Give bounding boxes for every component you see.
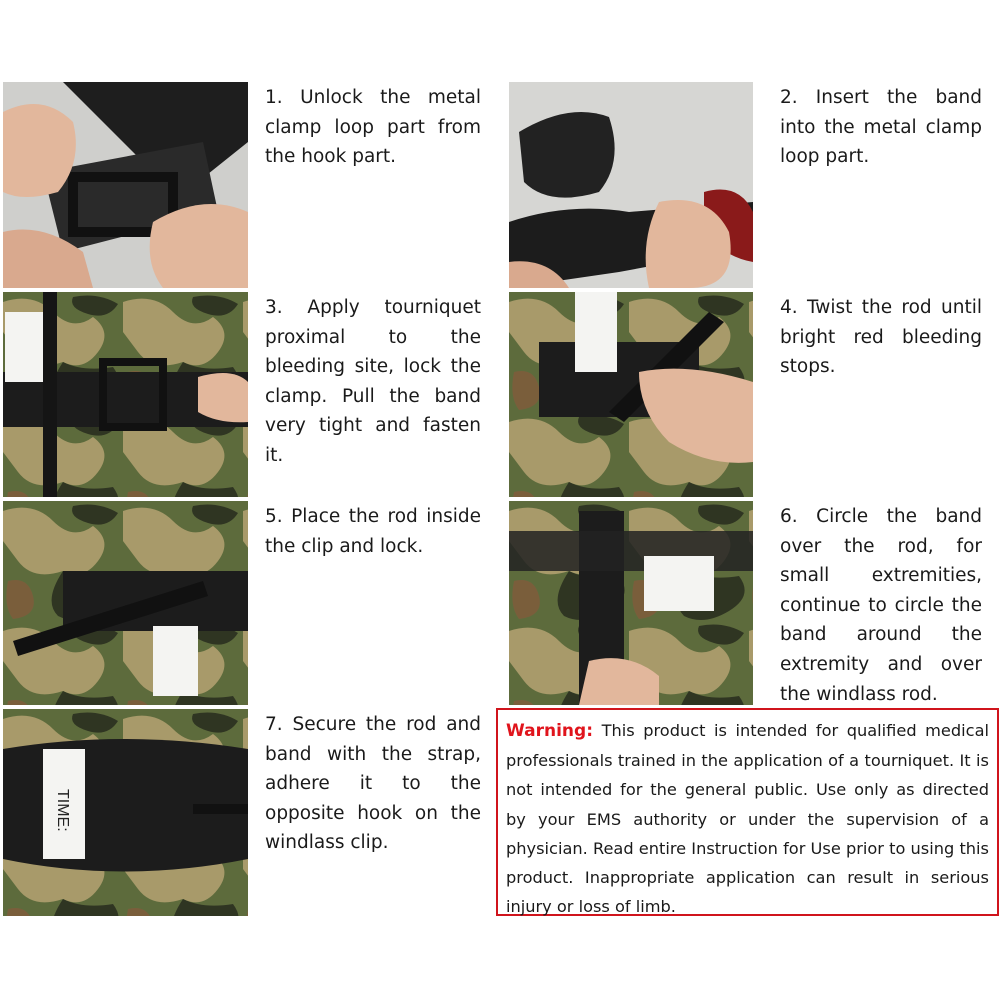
step4-text: 4. Twist the rod until bright red bleeding stops. [780, 297, 982, 378]
step1-text: 1. Unlock the metal clamp loop part from the hook part. [265, 87, 481, 168]
step7-text: 7. Secure the rod and band with the strap, adhere it to the opposite hook on the windlass clip. [265, 714, 481, 854]
step4-photo [509, 292, 753, 497]
warning-box [496, 708, 999, 916]
step2-text: 2. Insert the band into the metal clamp loop part. [780, 87, 982, 168]
warning-text: This product is intended for qualified medical professionals trained in the application of a tourniquet. It is not intended for the general public. Use only as directed by your EMS authority or under the supervision of a physician. Read entire Instruction for Use prior to using this product. Inappropriate application can result in serious injury or loss of limb. [506, 721, 989, 917]
step2-photo [509, 82, 753, 288]
step3-text: 3. Apply tourniquet proximal to the bleeding site, lock the clamp. Pull the band very tight and fasten it. [265, 297, 481, 466]
time-label: TIME: [54, 789, 71, 832]
step1-photo [3, 82, 248, 288]
step6-photo [509, 501, 753, 705]
step7-photo [3, 709, 248, 916]
step5-photo [3, 501, 248, 705]
step6-text: 6. Circle the band over the rod, for small extremities, continue to circle the band around the extremity and over the windlass rod. [780, 506, 982, 705]
step3-photo [3, 292, 248, 497]
warning-label: Warning: [506, 721, 594, 741]
step5-text: 5. Place the rod inside the clip and lock. [265, 506, 481, 557]
